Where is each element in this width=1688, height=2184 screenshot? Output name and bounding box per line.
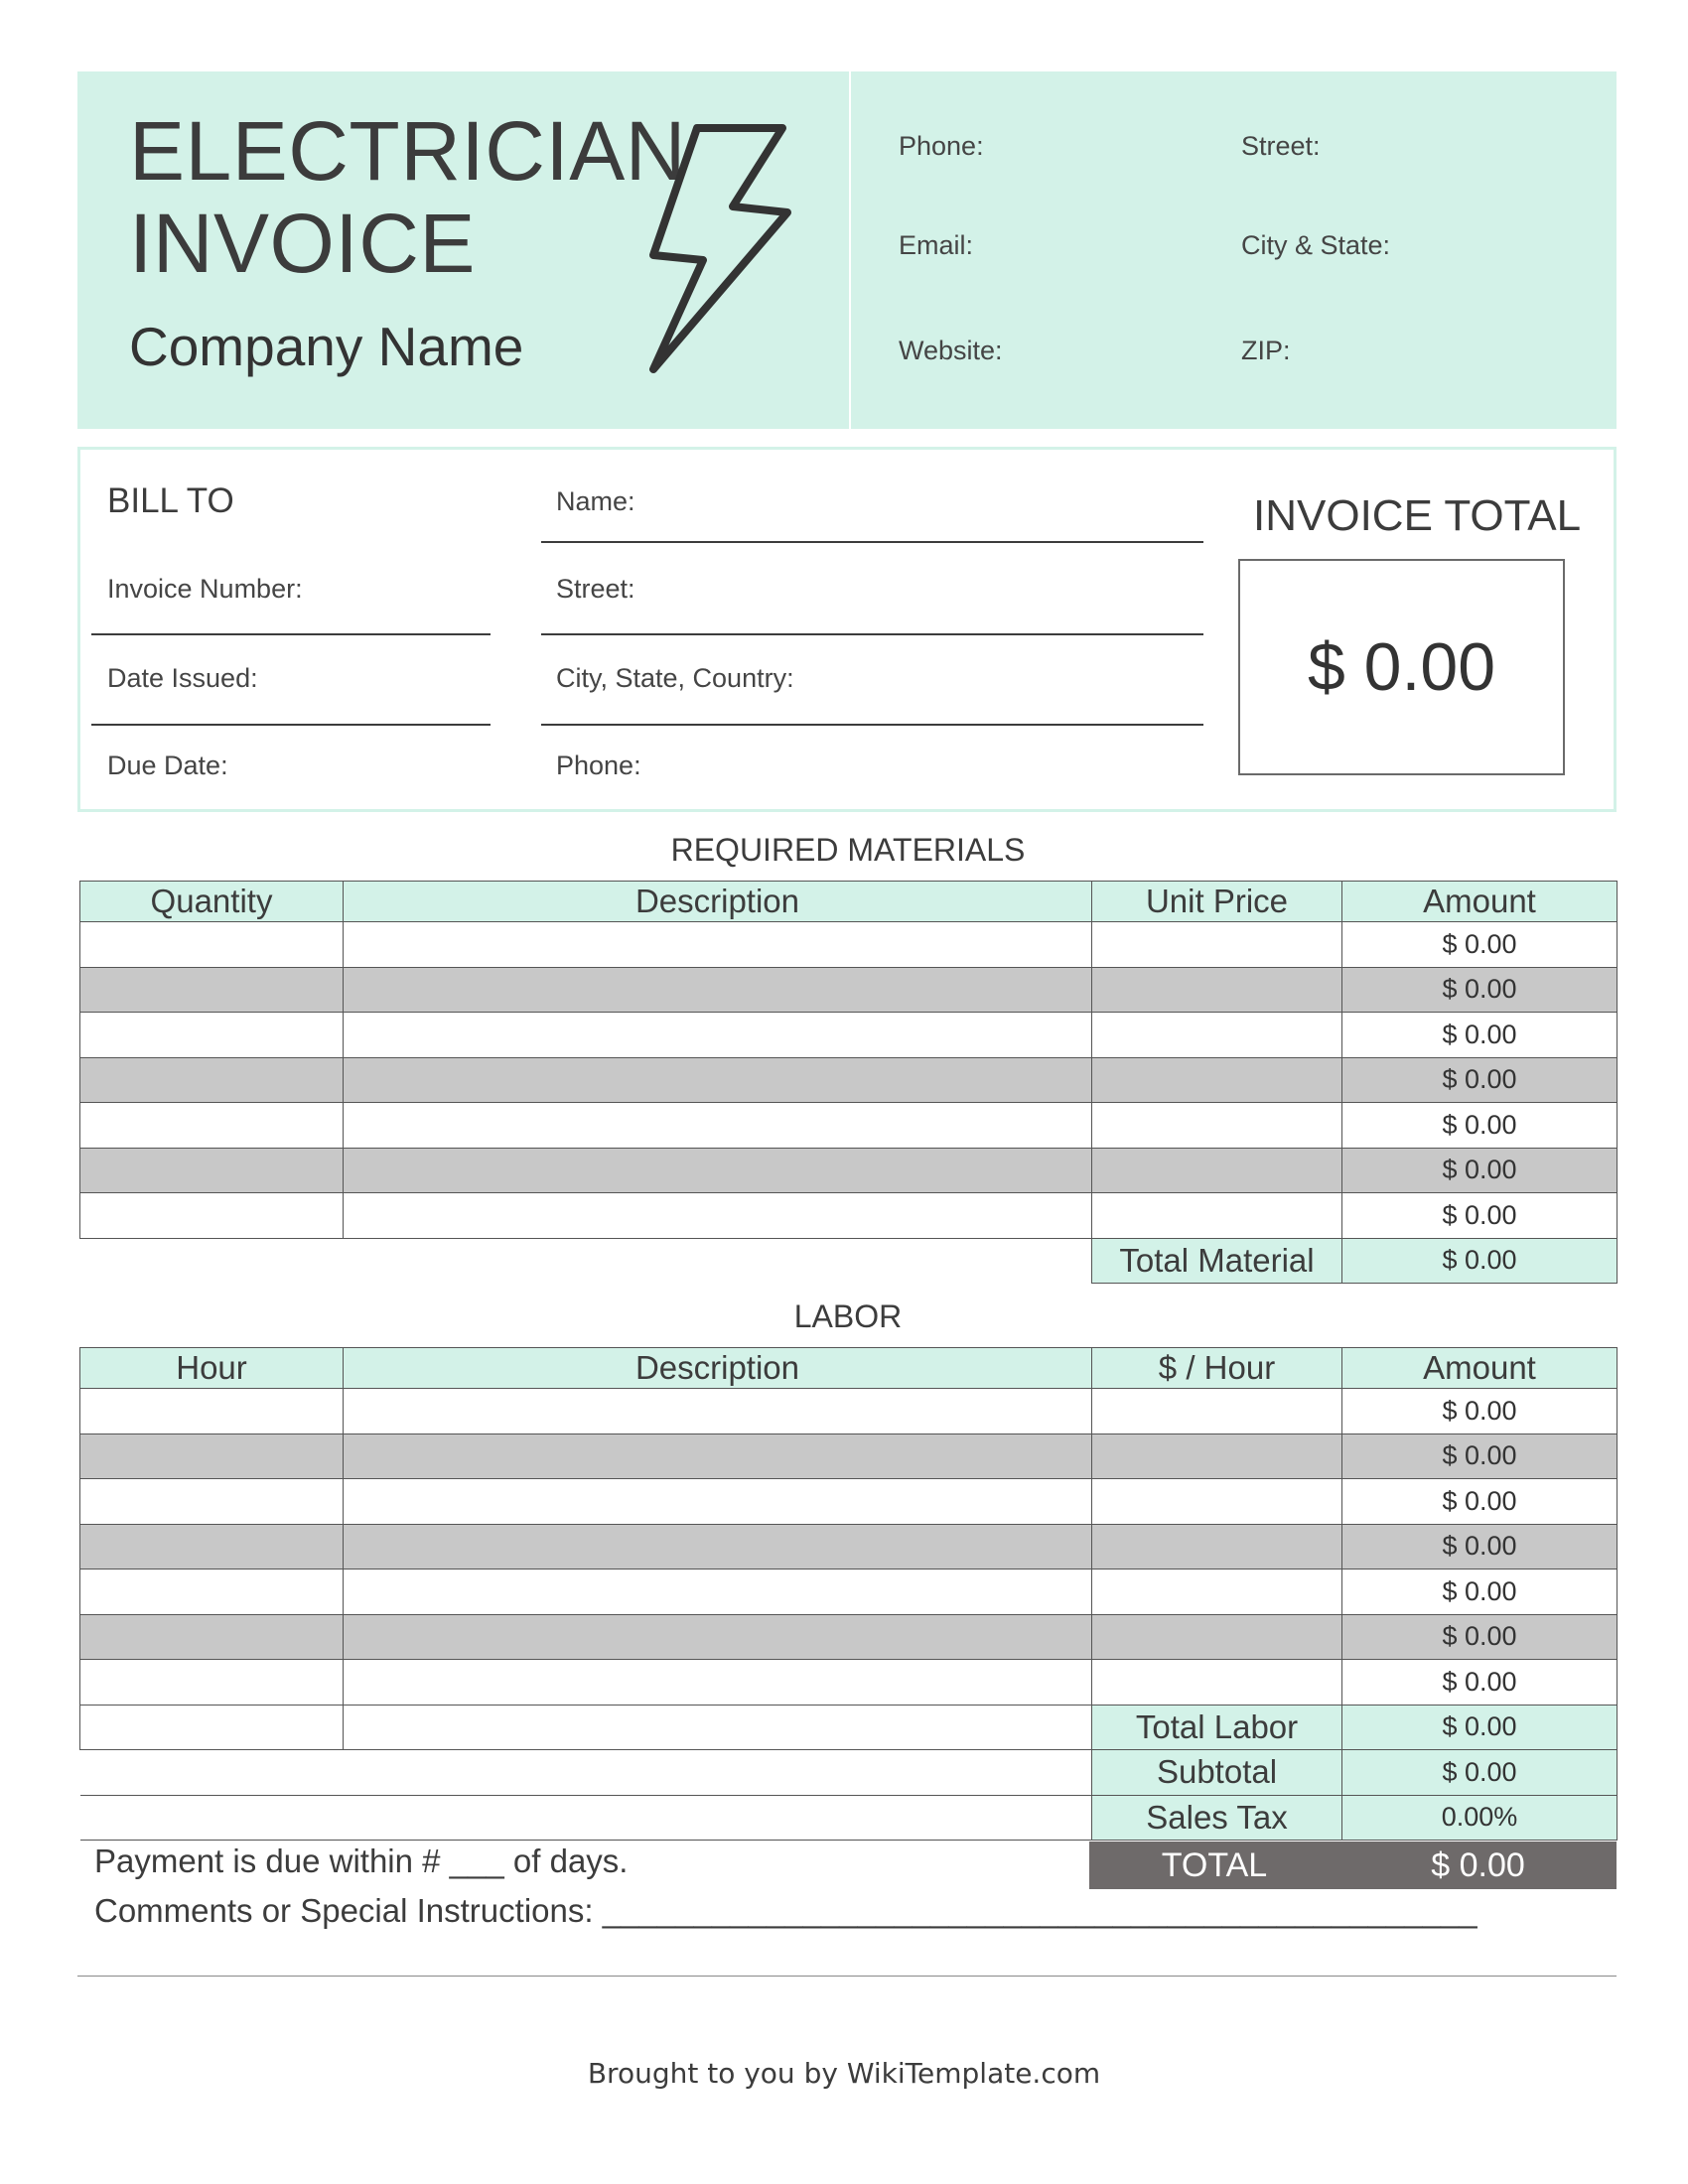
hour-cell[interactable]	[80, 1705, 344, 1750]
table-row	[80, 922, 1618, 968]
bill-phone-label: Phone:	[556, 751, 641, 780]
amount-cell: $ 0.00	[1342, 967, 1618, 1013]
lightning-bolt-icon	[645, 119, 804, 379]
table-row	[80, 1433, 1618, 1479]
description-cell[interactable]	[344, 1705, 1092, 1750]
labor-total-row	[80, 1705, 1618, 1750]
labor-header-row	[80, 1348, 1618, 1389]
amount-cell: $ 0.00	[1342, 1524, 1618, 1570]
table-row	[80, 1614, 1618, 1660]
subtotal-row	[80, 1750, 1618, 1796]
description-cell[interactable]	[344, 1057, 1092, 1103]
unit-price-cell[interactable]	[1092, 922, 1342, 968]
description-cell[interactable]	[344, 922, 1092, 968]
quantity-cell[interactable]	[80, 1103, 344, 1149]
total-labor-value: $ 0.00	[1342, 1705, 1618, 1750]
unit-price-cell[interactable]	[1092, 1057, 1342, 1103]
description-cell[interactable]	[344, 1614, 1092, 1660]
grand-total-bar	[1089, 1842, 1617, 1889]
description-cell[interactable]	[344, 1013, 1092, 1058]
bill-name-line[interactable]	[541, 541, 1203, 543]
description-cell[interactable]	[344, 967, 1092, 1013]
sales-tax-value: 0.00%	[1342, 1795, 1618, 1841]
amount-cell: $ 0.00	[1342, 1148, 1618, 1193]
invoice-number-line[interactable]	[91, 633, 491, 635]
header-divider	[849, 71, 851, 429]
hour-cell[interactable]	[80, 1660, 344, 1706]
materials-table	[79, 881, 1618, 1284]
description-cell[interactable]	[344, 1570, 1092, 1615]
unit-price-cell[interactable]	[1092, 1013, 1342, 1058]
contact-website-label: Website:	[899, 336, 1003, 365]
labor-table	[79, 1347, 1618, 1841]
materials-col-description: Description	[344, 882, 1092, 922]
amount-cell: $ 0.00	[1342, 1570, 1618, 1615]
amount-cell: $ 0.00	[1342, 1013, 1618, 1058]
description-cell[interactable]	[344, 1389, 1092, 1434]
table-row	[80, 1103, 1618, 1149]
amount-cell: $ 0.00	[1342, 1193, 1618, 1239]
sales-tax-label: Sales Tax	[1092, 1795, 1342, 1841]
amount-cell: $ 0.00	[1342, 1433, 1618, 1479]
quantity-cell[interactable]	[80, 1013, 344, 1058]
total-material-label: Total Material	[1092, 1238, 1342, 1284]
materials-col-quantity: Quantity	[80, 882, 344, 922]
date-issued-label: Date Issued:	[107, 663, 258, 693]
description-cell[interactable]	[344, 1148, 1092, 1193]
amount-cell: $ 0.00	[1342, 1479, 1618, 1525]
table-row	[80, 1570, 1618, 1615]
sales-tax-row	[80, 1795, 1618, 1841]
labor-col-hour: Hour	[80, 1348, 344, 1389]
total-material-value: $ 0.00	[1342, 1238, 1618, 1284]
bill-to-title: BILL TO	[107, 481, 234, 520]
contact-street-label: Street:	[1241, 131, 1321, 161]
materials-header-row	[80, 882, 1618, 922]
table-row	[80, 967, 1618, 1013]
labor-col-amount: Amount	[1342, 1348, 1618, 1389]
contact-phone-label: Phone:	[899, 131, 984, 161]
labor-col-description: Description	[344, 1348, 1092, 1389]
grand-total-value: $ 0.00	[1431, 1845, 1525, 1884]
quantity-cell[interactable]	[80, 1057, 344, 1103]
bill-street-label: Street:	[556, 574, 635, 604]
invoice-number-label: Invoice Number:	[107, 574, 303, 604]
invoice-title-line1: ELECTRICIAN	[129, 104, 686, 198]
rate-cell[interactable]	[1092, 1479, 1342, 1525]
amount-cell: $ 0.00	[1342, 1614, 1618, 1660]
hour-cell[interactable]	[80, 1570, 344, 1615]
unit-price-cell[interactable]	[1092, 1193, 1342, 1239]
description-cell[interactable]	[344, 1193, 1092, 1239]
unit-price-cell[interactable]	[1092, 967, 1342, 1013]
contact-email-label: Email:	[899, 230, 974, 260]
materials-col-amount: Amount	[1342, 882, 1618, 922]
rate-cell[interactable]	[1092, 1524, 1342, 1570]
amount-cell: $ 0.00	[1342, 1389, 1618, 1434]
total-labor-label: Total Labor	[1092, 1705, 1342, 1750]
quantity-cell[interactable]	[80, 922, 344, 968]
company-name: Company Name	[129, 316, 524, 377]
table-row	[80, 1660, 1618, 1706]
due-date-label: Due Date:	[107, 751, 228, 780]
description-cell[interactable]	[344, 1103, 1092, 1149]
contact-zip-label: ZIP:	[1241, 336, 1291, 365]
labor-title: LABOR	[793, 1298, 903, 1334]
rate-cell[interactable]	[1092, 1570, 1342, 1615]
amount-cell: $ 0.00	[1342, 1103, 1618, 1149]
bill-city-line[interactable]	[541, 724, 1203, 726]
bill-city-state-country-label: City, State, Country:	[556, 663, 794, 693]
table-row	[80, 1057, 1618, 1103]
bill-name-label: Name:	[556, 486, 635, 516]
date-issued-line[interactable]	[91, 724, 491, 726]
materials-total-row	[80, 1238, 1618, 1284]
footer-divider	[77, 1976, 1617, 1977]
invoice-total-label: INVOICE TOTAL	[1253, 491, 1582, 540]
hour-cell[interactable]	[80, 1614, 344, 1660]
amount-cell: $ 0.00	[1342, 1660, 1618, 1706]
payment-terms-note: Payment is due within # ___ of days.	[94, 1843, 629, 1879]
unit-price-cell[interactable]	[1092, 1148, 1342, 1193]
rate-cell[interactable]	[1092, 1389, 1342, 1434]
materials-title: REQUIRED MATERIALS	[670, 832, 1026, 868]
description-cell[interactable]	[344, 1524, 1092, 1570]
rate-cell[interactable]	[1092, 1614, 1342, 1660]
comments-instructions[interactable]: Comments or Special Instructions: ________________________________________________	[94, 1892, 1477, 1929]
table-row	[80, 1479, 1618, 1525]
quantity-cell[interactable]	[80, 1148, 344, 1193]
invoice-total-value: $ 0.00	[1238, 559, 1565, 775]
table-row	[80, 1193, 1618, 1239]
footer-credit: Brought to you by WikiTemplate.com	[587, 2057, 1101, 2090]
unit-price-cell[interactable]	[1092, 1103, 1342, 1149]
quantity-cell[interactable]	[80, 1193, 344, 1239]
table-row	[80, 1524, 1618, 1570]
grand-total-label: TOTAL	[1161, 1845, 1268, 1884]
description-cell[interactable]	[344, 1433, 1092, 1479]
labor-col-rate: $ / Hour	[1092, 1348, 1342, 1389]
rate-cell[interactable]	[1092, 1433, 1342, 1479]
bill-street-line[interactable]	[541, 633, 1203, 635]
amount-cell: $ 0.00	[1342, 922, 1618, 968]
amount-cell: $ 0.00	[1342, 1057, 1618, 1103]
materials-col-unit-price: Unit Price	[1092, 882, 1342, 922]
table-row	[80, 1389, 1618, 1434]
invoice-title-line2: INVOICE	[129, 197, 476, 290]
hour-cell[interactable]	[80, 1524, 344, 1570]
subtotal-value: $ 0.00	[1342, 1750, 1618, 1796]
hour-cell[interactable]	[80, 1433, 344, 1479]
table-row	[80, 1148, 1618, 1193]
subtotal-label: Subtotal	[1092, 1750, 1342, 1796]
description-cell[interactable]	[344, 1479, 1092, 1525]
description-cell[interactable]	[344, 1660, 1092, 1706]
hour-cell[interactable]	[80, 1389, 344, 1434]
hour-cell[interactable]	[80, 1479, 344, 1525]
quantity-cell[interactable]	[80, 967, 344, 1013]
contact-city-state-label: City & State:	[1241, 230, 1391, 260]
table-row	[80, 1013, 1618, 1058]
rate-cell[interactable]	[1092, 1660, 1342, 1706]
